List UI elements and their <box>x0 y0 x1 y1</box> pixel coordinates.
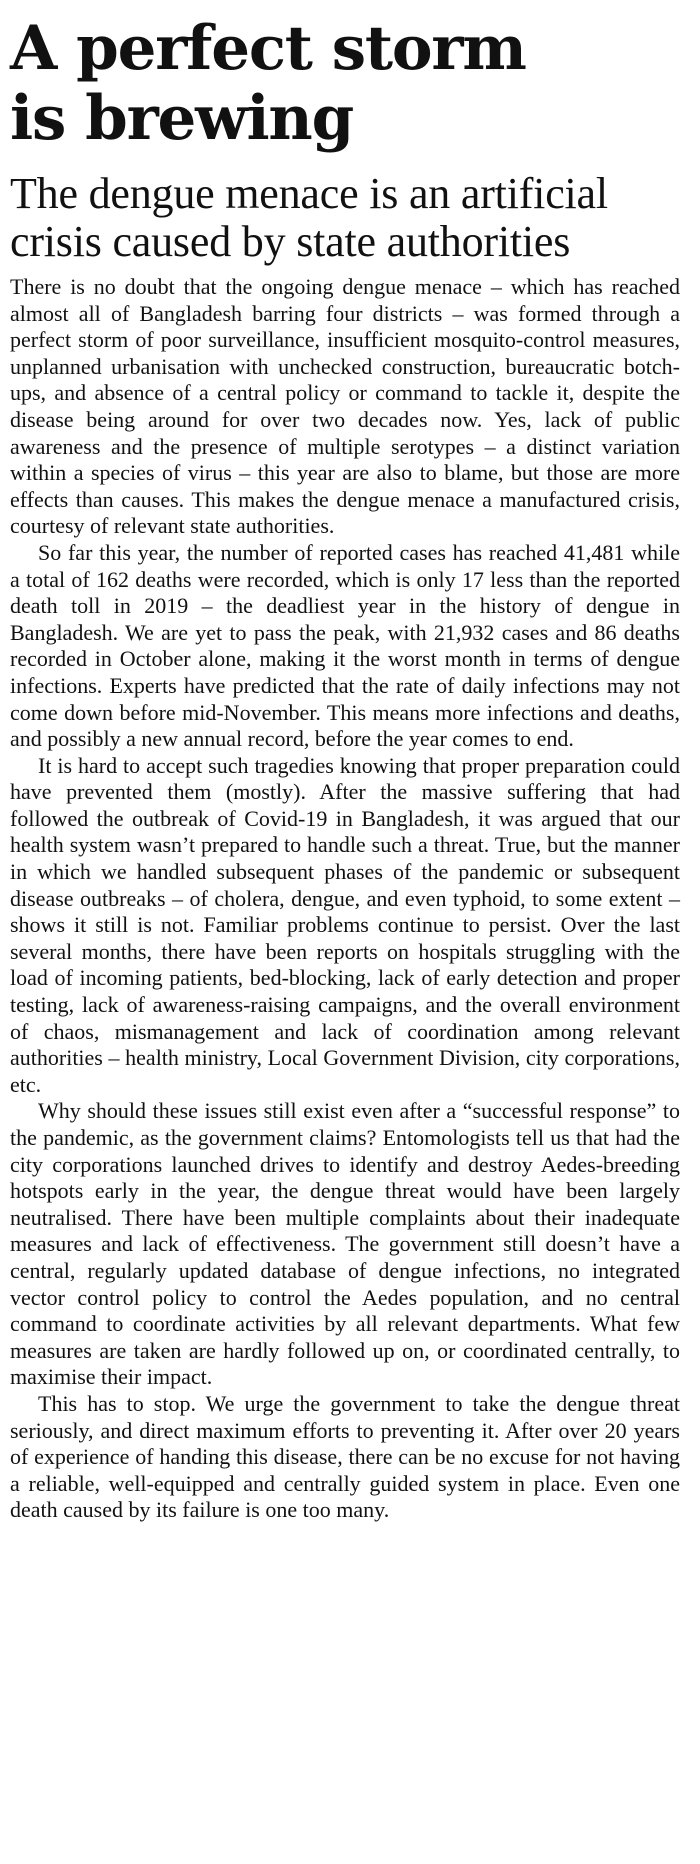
article-body <box>10 274 680 1524</box>
body-paragraph-4: Why should these issues still exist even after a “successful response” to the pandemic, as the government claims? Entomologists tell us that had the city corporations launched drives to identify and destroy Aedes-breeding hotspots early in the year, the dengue threat would have been largely neutralised. There have been multiple complaints about their inadequate measures and lack of effectiveness. The government still doesn’t have a central, regularly updated database of dengue infections, no integrated vector control policy to control the Aedes population, and no central command to coordinate activities by all relevant departments. What few measures are taken are hardly followed up on, or coordinated centrally, to maximise their impact. <box>10 1098 680 1390</box>
subheadline <box>10 170 680 266</box>
subheadline-line-1: The dengue menace is an artificial <box>10 169 608 218</box>
body-paragraph-3: It is hard to accept such tragedies knowing that proper preparation could have prevented them (mostly). After the massive suffering that had followed the outbreak of Covid-19 in Bangladesh, it was argued that our health system wasn’t prepared to handle such a threat. True, but the manner in which we handled subsequent phases of the pandemic or subsequent disease outbreaks – of cholera, dengue, and even typhoid, to some extent – shows it still is not. Familiar problems continue to persist. Over the last several months, there have been reports on hospitals struggling with the load of incoming patients, bed-blocking, lack of early detection and proper testing, lack of awareness-raising campaigns, and the overall environment of chaos, mismanagement and lack of coordination among relevant authorities – health ministry, Local Government Division, city corporations, etc. <box>10 752 680 1097</box>
body-paragraph-2: So far this year, the number of reported cases has reached 41,481 while a total of 162 deaths were recorded, which is only 17 less than the reported death toll in 2019 – the deadliest year in the history of dengue in Bangladesh. We are yet to pass the peak, with 21,932 cases and 86 deaths recorded in October alone, making it the worst month in terms of dengue infections. Experts have predicted that the rate of daily infections may not come down before mid-November. This means more infections and deaths, and possibly a new annual record, before the year comes to end. <box>10 539 680 752</box>
subheadline-line-2: crisis caused by state authorities <box>10 217 571 266</box>
headline-line-2: is brewing <box>10 83 354 154</box>
headline-line-1: A perfect storm <box>10 13 526 84</box>
editorial-article <box>10 14 680 1524</box>
headline <box>10 14 680 154</box>
body-paragraph-5: This has to stop. We urge the government to take the dengue threat seriously, and direct maximum efforts to preventing it. After over 20 years of experience of handing this disease, there can be no excuse for not having a reliable, well-equipped and centrally guided system in place. Even one death caused by its failure is one too many. <box>10 1390 680 1523</box>
body-paragraph-1: There is no doubt that the ongoing dengue menace – which has reached almost all of Bangladesh barring four districts – was formed through a perfect storm of poor surveillance, insufficient mosquito-control measures, unplanned urbanisation with unchecked construction, bureaucratic botch-ups, and absence of a central policy or command to tackle it, despite the disease being around for over two decades now. Yes, lack of public awareness and the presence of multiple serotypes – a distinct variation within a species of virus – this year are also to blame, but those are more effects than causes. This makes the dengue menace a manufactured crisis, courtesy of relevant state authorities. <box>10 274 680 539</box>
